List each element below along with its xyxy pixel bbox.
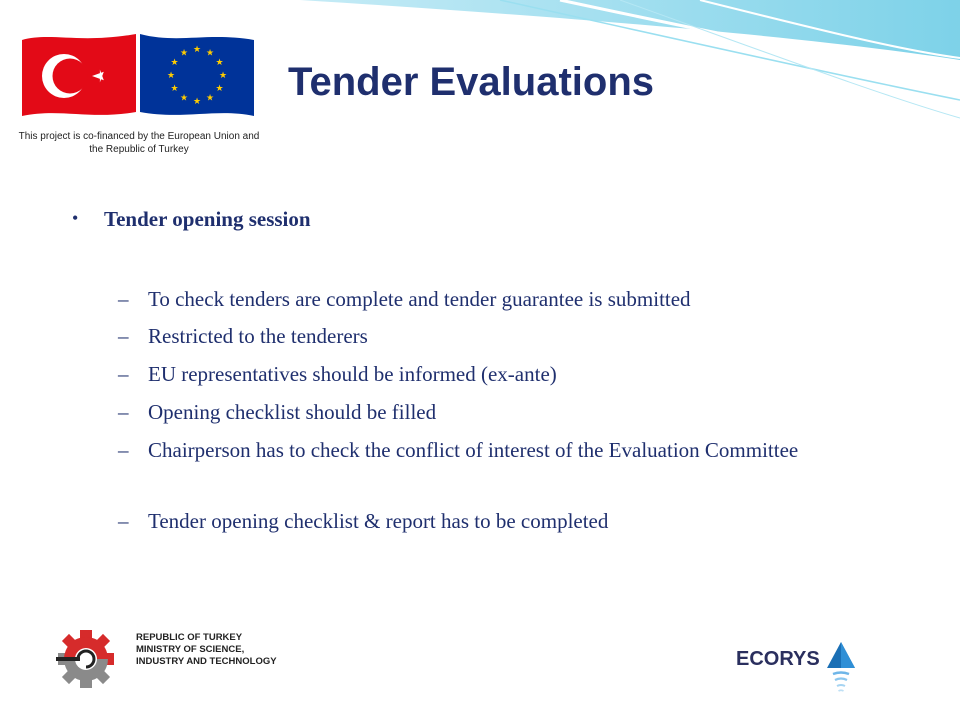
dash-icon: –: [118, 287, 129, 311]
sub-bullet: [118, 398, 908, 426]
ministry-logo-icon: [56, 628, 116, 690]
main-bullet: [72, 207, 311, 232]
sub-bullet-text: EU representatives should be informed (ex-ante): [148, 362, 557, 386]
sub-bullet-text: Tender opening checklist & report has to be completed: [148, 509, 609, 533]
main-bullet-text: Tender opening session: [104, 207, 311, 231]
svg-text:★: ★: [170, 84, 179, 94]
dash-icon: –: [118, 400, 129, 424]
bullet-dot-icon: •: [72, 208, 79, 228]
ecorys-logo: [736, 638, 858, 696]
svg-text:★: ★: [192, 97, 202, 107]
svg-text:★: ★: [218, 71, 228, 81]
sub-bullet: [118, 360, 908, 388]
svg-text:★: ★: [179, 93, 189, 104]
svg-text:★: ★: [215, 84, 224, 94]
sub-bullet: [118, 507, 908, 535]
ministry-name: [136, 632, 277, 668]
ministry-line: INDUSTRY AND TECHNOLOGY: [136, 656, 277, 667]
svg-text:★: ★: [205, 48, 215, 59]
sub-bullet-text: To check tenders are complete and tender guarantee is submitted: [148, 287, 691, 311]
sub-bullet: [118, 285, 908, 313]
svg-text:★: ★: [192, 45, 202, 55]
sub-bullet: [118, 322, 908, 350]
svg-text:★: ★: [215, 58, 224, 68]
ministry-line: REPUBLIC OF TURKEY: [136, 632, 243, 643]
dash-icon: –: [118, 324, 129, 348]
dash-icon: –: [118, 362, 129, 386]
svg-text:★: ★: [205, 93, 215, 104]
ecorys-wordmark: ECORYS: [736, 648, 820, 670]
sub-bullet-text: Restricted to the tenderers: [148, 324, 368, 348]
svg-text:★: ★: [166, 71, 176, 81]
sub-bullet-text: Opening checklist should be filled: [148, 400, 437, 424]
ministry-line: MINISTRY OF SCIENCE,: [136, 644, 245, 655]
cofinance-note: This project is co-financed by the European Union and the Republic of Turkey: [18, 131, 260, 155]
svg-text:★: ★: [170, 58, 179, 68]
ecorys-logo-icon: [824, 638, 858, 696]
page-title: Tender Evaluations: [288, 60, 655, 104]
sub-bullet: [118, 436, 908, 464]
sub-bullet-text: Chairperson has to check the conflict of interest of the Evaluation Committee: [148, 438, 799, 462]
dash-icon: –: [118, 438, 129, 462]
dash-icon: –: [118, 509, 129, 533]
svg-text:★: ★: [179, 48, 189, 59]
